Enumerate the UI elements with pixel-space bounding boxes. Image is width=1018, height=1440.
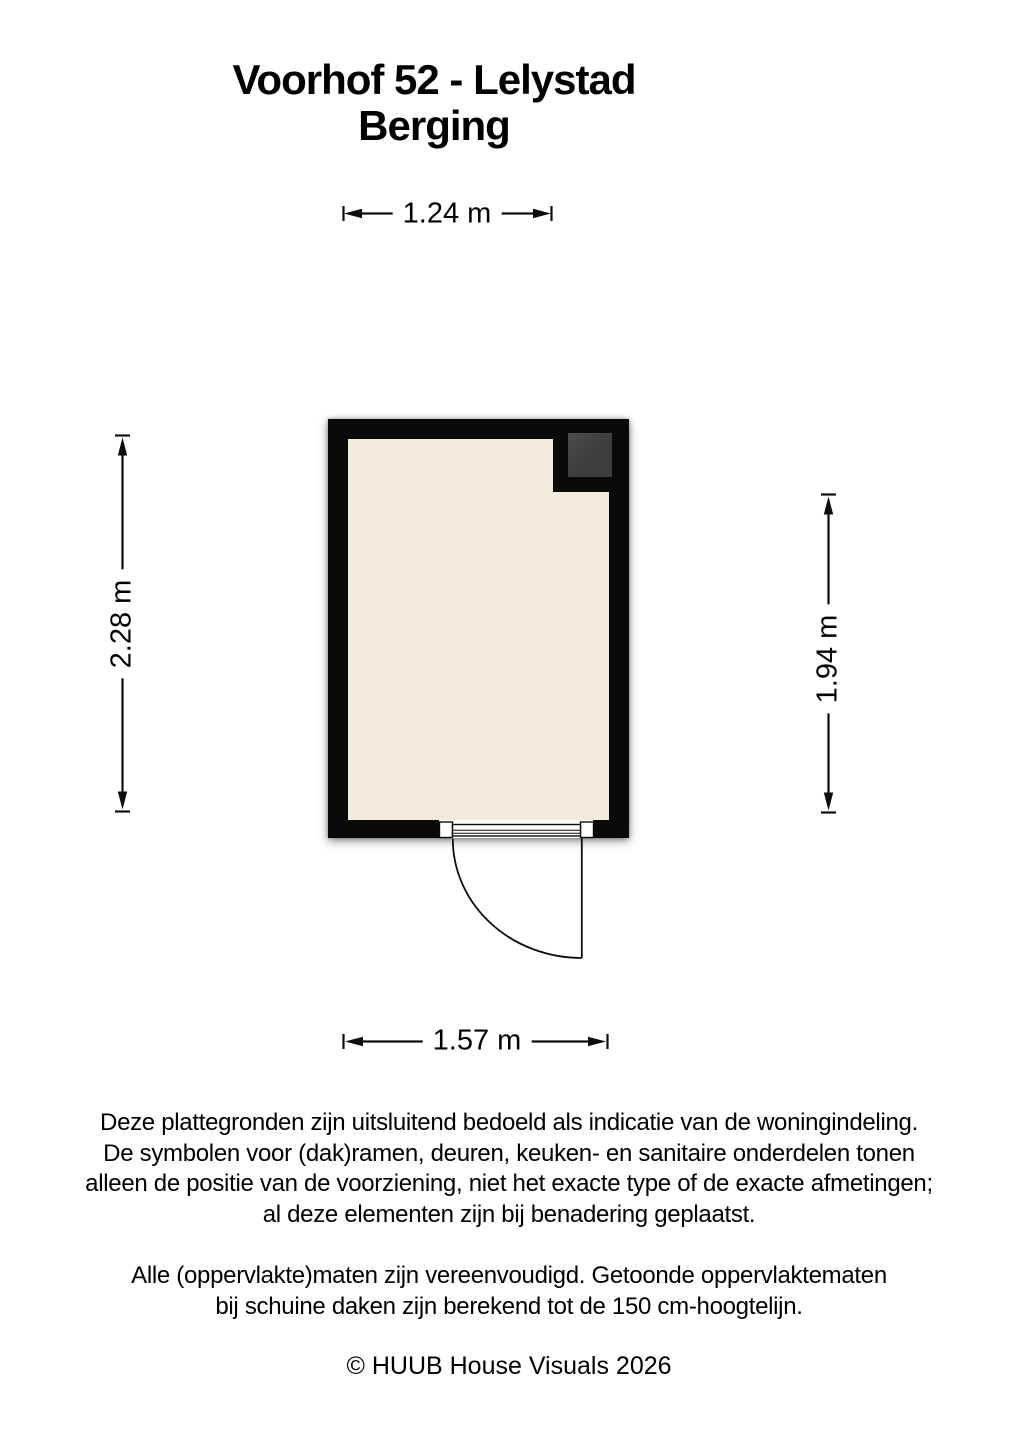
dimension-label-left: 2.28 m (106, 570, 139, 679)
disclaimer-line: alleen de positie van de voorziening, niet het exacte type of de exacte afmetingen; (85, 1170, 933, 1197)
disclaimer-line: bij schuine daken zijn berekend tot de 150 cm-hoogtelijn. (215, 1292, 803, 1320)
disclaimer-line: Deze plattegronden zijn uitsluitend bedoeld als indicatie van de woningindeling. (100, 1109, 918, 1136)
disclaimer-line: De symbolen voor (dak)ramen, deuren, keuken- en sanitaire onderdelen tonen (103, 1139, 915, 1167)
room-floor (348, 439, 609, 820)
door-symbol (440, 822, 594, 958)
dimension-label-right: 1.94 m (812, 605, 845, 714)
floor-plan (328, 419, 629, 838)
page-title-room: Berging (358, 102, 510, 149)
dimension-label-top: 1.24 m (393, 198, 502, 231)
copyright-notice: © HUUB House Visuals 2026 (346, 1352, 672, 1380)
door-swing-arc (453, 839, 582, 958)
door-opening (439, 820, 593, 838)
duct-shaft-icon (568, 433, 612, 477)
page-title-address: Voorhof 52 - Lelystad (232, 56, 636, 103)
disclaimer-paragraph-2 (131, 1261, 887, 1322)
disclaimer-paragraph-1 (85, 1108, 933, 1230)
disclaimer-line: Alle (oppervlakte)maten zijn vereenvoudigd. Getoonde oppervlaktematen (131, 1262, 887, 1289)
dimension-label-bottom: 1.57 m (423, 1025, 532, 1058)
disclaimer-line: al deze elementen zijn bij benadering geplaatst. (262, 1200, 756, 1228)
page-title (233, 57, 636, 149)
